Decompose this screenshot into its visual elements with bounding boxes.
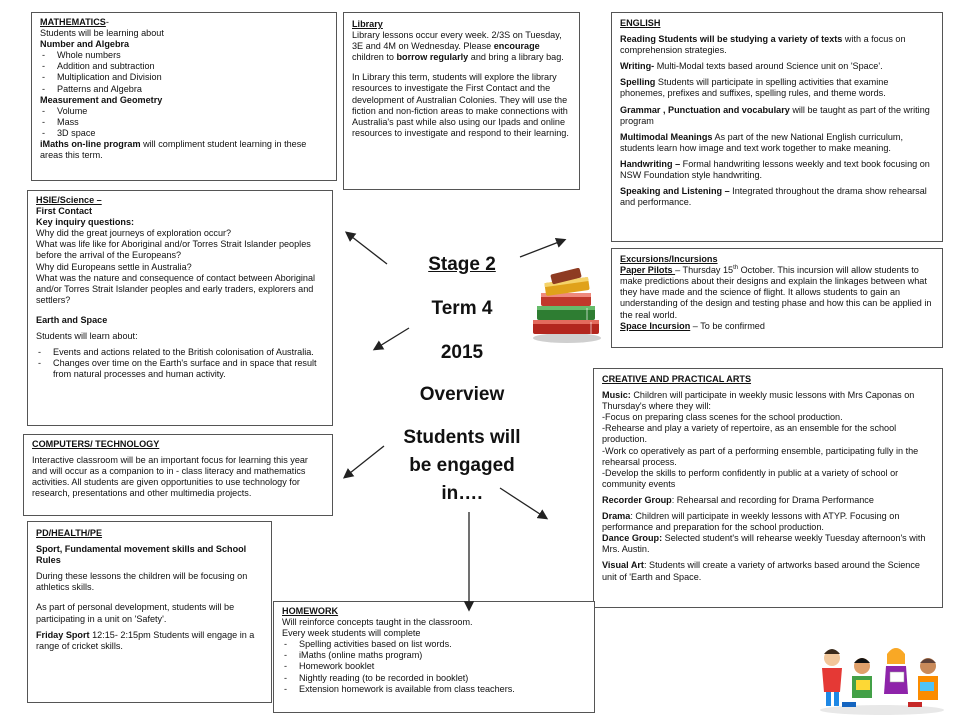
earth-space-title: Earth and Space bbox=[36, 314, 108, 325]
engaged-line-3: in…. bbox=[441, 483, 483, 504]
maths-title: MATHEMATICS bbox=[40, 17, 106, 27]
arrow-to-english bbox=[520, 240, 564, 257]
maths-intro: Students will be learning about bbox=[40, 28, 164, 39]
hsie-key-questions: Key inquiry questions: bbox=[36, 217, 135, 228]
english-title: ENGLISH bbox=[620, 18, 661, 28]
creative-music: Music: Children will participate in weekly music lessons with Mrs Caponas on Thursday's where they will: bbox=[602, 390, 915, 412]
term-title: Term 4 bbox=[431, 298, 493, 319]
homework-l2: Every week students will complete bbox=[282, 628, 421, 639]
english-spelling: Spelling Students will participate in spelling activities that examine phonemes, prefixes and suffixes, spelling rules, and theme words. bbox=[620, 77, 889, 99]
hsie-q2: What was life like for Aboriginal and/or Torres Strait Islander peoples before the arrival of the Europeans? bbox=[36, 239, 311, 261]
arrow-to-creative bbox=[500, 488, 546, 518]
computers-text: Interactive classroom will be an important focus for learning this year and will occur as a companion to in - class literacy and mathematics activities. All students are given opportunities to use technology for research, presentations and other multimedia projects. bbox=[32, 455, 308, 499]
arrow-to-computers bbox=[345, 446, 384, 477]
arrow-to-earth-space bbox=[375, 328, 409, 349]
pdhpe-friday: Friday Sport 12:15- 2:15pm Students will engage in a range of cricket skills. bbox=[36, 629, 255, 651]
excursions-title: Excursions/Incursions bbox=[620, 254, 718, 264]
maths-topic2: Measurement and Geometry bbox=[40, 94, 163, 105]
books-icon bbox=[527, 268, 605, 344]
engaged-line-2: be engaged bbox=[409, 455, 515, 476]
english-speaking: Speaking and Listening – Integrated throughout the drama show rehearsal and performance. bbox=[620, 186, 927, 208]
creative-dance: Dance Group: Selected student's will rehearse weekly Tuesday afternoon's with Mrs. Austin. bbox=[602, 533, 926, 555]
english-multimodal: Multimodal Meanings As part of the new National English curriculum, students learn how image and text work together to make meaning. bbox=[620, 131, 904, 153]
list-item: - Addition and subtraction bbox=[40, 61, 328, 72]
arrow-to-hsie bbox=[347, 233, 387, 264]
list-item: - Extension homework is available from class teachers. bbox=[282, 684, 586, 695]
english-reading: Reading Students will be studying a variety of texts with a focus on comprehension strategies. bbox=[620, 34, 906, 56]
homework-l1: Will reinforce concepts taught in the classroom. bbox=[282, 617, 473, 628]
earth-space-intro: Students will learn about: bbox=[36, 331, 138, 342]
music-line: -Focus on preparing class scenes for the school production. bbox=[602, 412, 843, 423]
list-item: - Events and actions related to the British colonisation of Australia. bbox=[36, 347, 324, 358]
children-reading-icon bbox=[812, 636, 952, 716]
year-title: 2015 bbox=[440, 342, 484, 363]
english-grammar: Grammar , Punctuation and vocabulary will be taught as part of the writing program bbox=[620, 104, 930, 126]
music-line: -Rehearse and play a variety of repertoire, as an ensemble for the school production. bbox=[602, 423, 897, 445]
library-p1: Library lessons occur every week. 2/3S on Tuesday, 3E and 4M on Wednesday. Please encourage children to borrow regularly and bring a library bag. bbox=[352, 30, 564, 63]
stage-title: Stage 2 bbox=[428, 254, 496, 275]
hsie-q1: Why did the great journeys of exploration occur? bbox=[36, 228, 232, 239]
list-item: - Spelling activities based on list words. bbox=[282, 639, 586, 650]
overview-title: Overview bbox=[419, 384, 505, 405]
music-line: -Work co operatively as part of a performing ensemble, participating fully in the rehearsal process. bbox=[602, 445, 919, 467]
library-title: Library bbox=[352, 19, 383, 29]
pdhpe-subtitle: Sport, Fundamental movement skills and School Rules bbox=[36, 544, 247, 566]
hsie-q4: What was the nature and consequence of contact between Aboriginal and/or Torres Strait Islander peoples and early traders, explorers and settlers? bbox=[36, 272, 316, 305]
engaged-line-1: Students will bbox=[403, 427, 521, 448]
mathematics-box: MATHEMATICS- Students will be learning about Number and Algebra - Whole numbers - Addition and subtraction - Multiplication and Division - Patterns and Algebra Measurement and Geometry - Volume - Mass - 3D space iMaths on-line program will compliment student learning in these areas this term. bbox=[31, 12, 337, 181]
list-item: - Mass bbox=[40, 117, 328, 128]
list-item: - iMaths (online maths program) bbox=[282, 650, 586, 661]
list-item: - Multiplication and Division bbox=[40, 72, 328, 83]
computers-title: COMPUTERS/ TECHNOLOGY bbox=[32, 439, 160, 449]
homework-title: HOMEWORK bbox=[282, 606, 339, 616]
library-p2: In Library this term, students will explore the library resources to investigate the First Contact and the development of Australian Colonies. They will use the fiction and non-fiction areas to make connections with Australia's past while also using our Ipads and online resources to investigate and respond to their learning. bbox=[352, 72, 569, 138]
pdhpe-p2: As part of personal development, students will be participating in a unit on 'Safety'. bbox=[36, 602, 235, 624]
pdhpe-title: PD/HEALTH/PE bbox=[36, 528, 103, 538]
english-writing: Writing- Multi-Modal texts based around Science unit on 'Space'. bbox=[620, 61, 883, 72]
list-item: - Changes over time on the Earth's surface and in space that result from natural processes and human activity. bbox=[36, 358, 324, 380]
maths-topic1: Number and Algebra bbox=[40, 39, 130, 50]
list-item: - Nightly reading (to be recorded in booklet) bbox=[282, 673, 586, 684]
music-line: -Develop the skills to perform confidently in public at a variety of school or community events bbox=[602, 467, 899, 489]
list-item: - 3D space bbox=[40, 128, 328, 139]
list-item: - Volume bbox=[40, 106, 328, 117]
maths-imaths: iMaths on-line program will compliment student learning in these areas this term. bbox=[40, 139, 307, 161]
hsie-subtitle: First Contact bbox=[36, 206, 93, 217]
paper-pilots: Paper Pilots – Thursday 15th October. This incursion will allow students to make predictions about their designs and explain the linkages between what they have made and the science of flight. It allows students to gain an understanding of the design and testing phase and how this can be applied in the real world. bbox=[620, 265, 932, 320]
creative-title: CREATIVE AND PRACTICAL ARTS bbox=[602, 374, 752, 384]
list-item: - Patterns and Algebra bbox=[40, 84, 328, 95]
creative-drama: Drama: Children will participate in weekly lessons with ATYP. Focusing on performance and preparation for the school production. bbox=[602, 511, 900, 533]
pdhpe-p1: During these lessons the children will be focusing on athletics skills. bbox=[36, 571, 248, 593]
hsie-q3: Why did Europeans settle in Australia? bbox=[36, 261, 192, 272]
list-item: - Whole numbers bbox=[40, 50, 328, 61]
creative-visual-art: Visual Art: Students will create a variety of artworks based around the Science unit of 'Earth and Space. bbox=[602, 560, 920, 582]
list-item: - Homework booklet bbox=[282, 661, 586, 672]
space-incursion: Space Incursion – To be confirmed bbox=[620, 320, 765, 331]
hsie-title: HSIE/Science – bbox=[36, 195, 102, 205]
creative-recorder: Recorder Group: Rehearsal and recording for Drama Performance bbox=[602, 494, 874, 505]
english-handwriting: Handwriting – Formal handwriting lessons weekly and text book focusing on NSW Foundation style handwriting. bbox=[620, 158, 930, 181]
